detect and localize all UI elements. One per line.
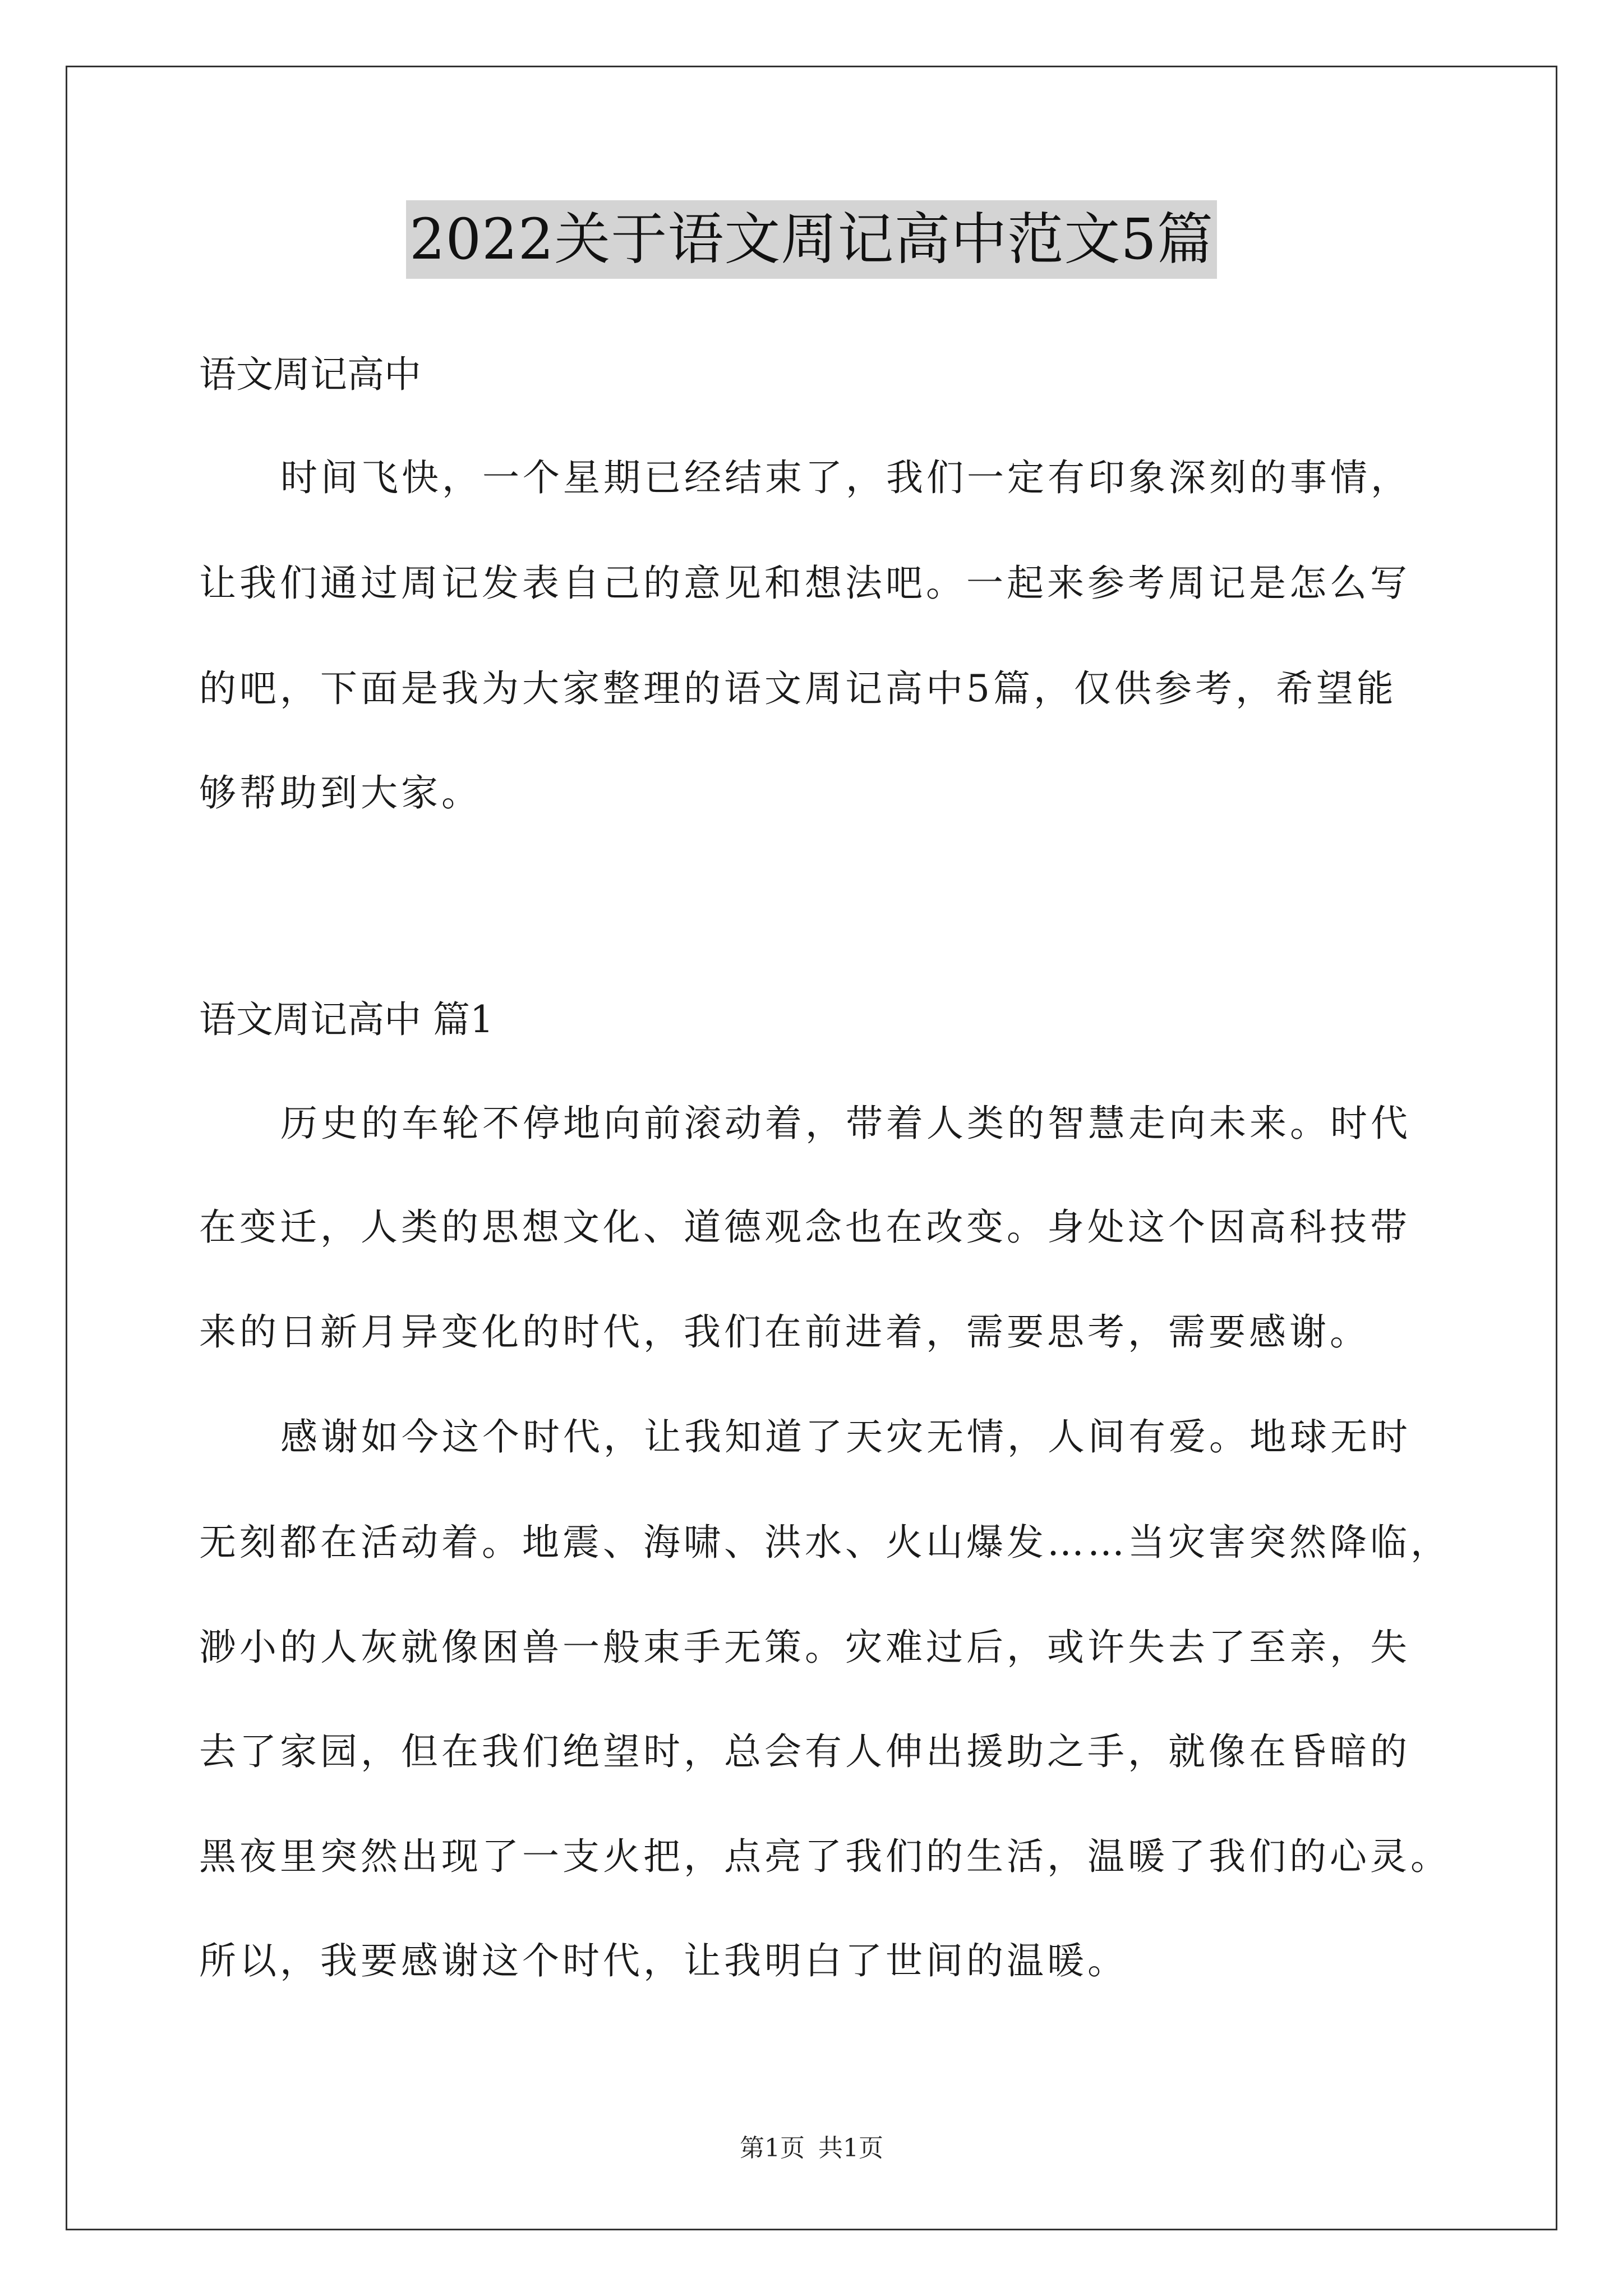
para2-line-3: 渺小的人灰就像困兽一般束手无策。灾难过后，或许失去了至亲，失 [199,1626,1410,1669]
para2-line-5: 黑夜里突然出现了一支火把，点亮了我们的生活，温暖了我们的心灵。 [199,1835,1451,1878]
para2-line-2: 无刻都在活动着。地震、海啸、洪水、火山爆发……当灾害突然降临， [199,1521,1451,1564]
page-number-current: 第1页 [740,2134,805,2162]
intro-heading: 语文周记高中 [199,353,421,396]
para2-line-1: 感谢如今这个时代，让我知道了天灾无情，人间有爱。地球无时 [280,1415,1411,1458]
section-heading: 语文周记高中 篇1 [199,998,494,1041]
para2-line-4: 去了家园，但在我们绝望时，总会有人伸出援助之手，就像在昏暗的 [199,1730,1410,1773]
document-title: 2022关于语文周记高中范文5篇 [406,200,1217,279]
intro-line-2: 让我们通过周记发表自己的意见和想法吧。一起来参考周记是怎么写 [199,562,1410,605]
para1-line-2: 在变迁，人类的思想文化、道德观念也在改变。身处这个因高科技带 [199,1205,1410,1249]
para1-line-1: 历史的车轮不停地向前滚动着，带着人类的智慧走向未来。时代 [280,1102,1411,1145]
title-container [0,200,1623,279]
intro-line-1: 时间飞快，一个星期已经结束了，我们一定有印象深刻的事情， [280,456,1411,499]
intro-line-3: 的吧，下面是我为大家整理的语文周记高中5篇，仅供参考，希望能 [199,667,1397,710]
intro-line-4: 够帮助到大家。 [199,771,482,815]
para2-line-6: 所以，我要感谢这个时代，让我明白了世间的温暖。 [199,1939,1128,1982]
page-number-total: 共1页 [818,2134,883,2162]
page-footer [0,2132,1623,2165]
para1-line-3: 来的日新月异变化的时代，我们在前进着，需要思考，需要感谢。 [199,1310,1370,1354]
